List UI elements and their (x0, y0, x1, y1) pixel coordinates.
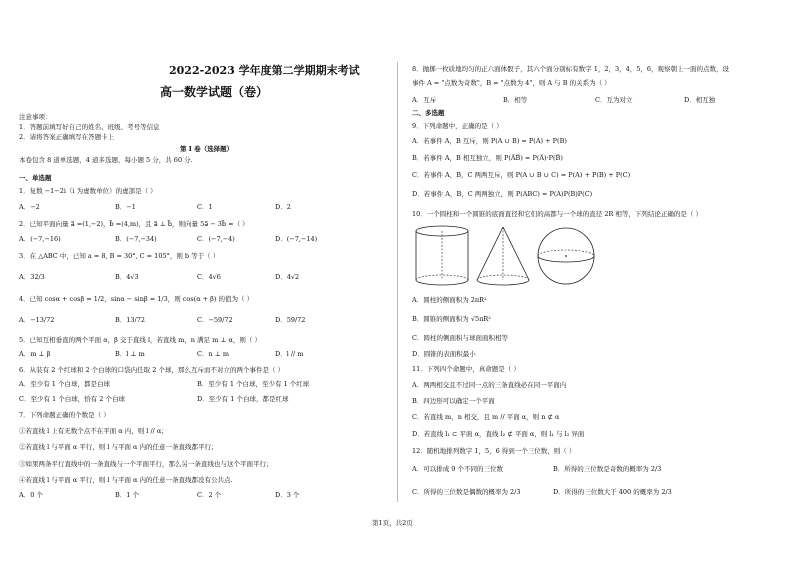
question-option: D．至少有 1 个白球，都是红球 (197, 395, 289, 403)
part1-heading: 第 I 卷（选择题） (180, 145, 234, 153)
question-option: A．互斥 (412, 96, 437, 104)
question-subitem: ②若直线 l 与平面 α 平行，则 l 与平面 α 内的任意一条直线都平行； (19, 443, 218, 451)
question-subitem: ③如果两条平行直线中的一条直线与一个平面平行，那么另一条直线也与这个平面平行； (19, 460, 273, 468)
column-divider (397, 62, 398, 502)
question-option: D．59/72 (275, 316, 306, 324)
question-option: B．(−7,−34) (115, 235, 157, 243)
question-option: A．至少有 1 个白球，都是白球 (19, 380, 110, 388)
question-option: D．4√2 (275, 273, 300, 281)
question-option: B．圆锥的侧面积为 √5πR² (412, 315, 491, 323)
question-option: A．(−7,−16) (19, 235, 61, 243)
question-stem: 1．复数 −1−2i（i 为虚数单位）的虚部是（ ） (19, 187, 157, 195)
question-option: D．3 个 (275, 491, 300, 499)
question-option: D．l // m (275, 350, 304, 358)
section-single-choice: 一、单选题 (19, 174, 52, 182)
question-stem: 9．下列命题中，正确的是（ ） (412, 122, 503, 130)
sphere-figure (535, 225, 597, 287)
question-option: A．两两相交且不过同一点的三条直线必在同一平面内 (412, 381, 567, 389)
exam-subtitle: 高一数学试题（卷） (160, 85, 269, 99)
question-stem: 12．随机地排列数字 1，5，6 得到一个三位数，则（ ） (412, 447, 576, 455)
question-stem: 7．下列命题正确的个数是（ ） (19, 411, 110, 419)
question-stem: 6．从装有 2 个红球和 2 个白球的口袋内任取 2 个球，那么互斥而不对立的两个事件是（ ） (19, 366, 285, 374)
question-stem: 11．下列四个命题中，真命题是（ ） (412, 365, 520, 373)
page-number: 第1页，共2页 (372, 519, 413, 527)
question-option: B．4√3 (115, 273, 139, 281)
question-option: D．所得的三位数大于 400 的概率为 2/3 (553, 488, 672, 496)
question-option: D．(−7,−14) (275, 235, 318, 243)
question-option: C．互为对立 (595, 96, 633, 104)
question-option: A．可以排成 9 个不同的三位数 (412, 465, 503, 473)
question-option: A．若事件 A，B 互斥，则 P(A ∪ B) = P(A) + P(B) (412, 137, 567, 145)
question-option: B．相等 (503, 96, 528, 104)
question-option: A．32/3 (19, 273, 45, 281)
question-stem: 5．已知互相垂直的两个平面 α，β 交于直线 l，若直线 m，n 满足 m ⊥ α，则（ ） (19, 336, 261, 344)
section-multi-choice: 二、多选题 (412, 109, 445, 117)
question-option: A．圆柱的侧面积为 2πR² (412, 296, 487, 304)
cone-figure (473, 225, 533, 287)
question-option: B．l ⊥ m (115, 350, 145, 358)
question-option: A．0 个 (19, 491, 43, 499)
question-option: D．圆锥的表面积最小 (412, 350, 476, 358)
notice-item: 1．答题前填写好自己的姓名、班级、考号等信息 (19, 123, 160, 131)
question-option: B．1 个 (115, 491, 139, 499)
question-option: B．所得的三位数是奇数的概率为 2/3 (553, 465, 662, 473)
question-stem: 3．在 △ABC 中，已知 a = 8, B = 30°, C = 105°，则 b 等于（ ） (19, 252, 220, 260)
question-option: D．2 (275, 203, 291, 211)
question-option: C．1 (197, 203, 213, 211)
question-stem: 8．抛掷一枚质地均匀的正六面体骰子，其六个面分别标有数字 1，2，3，4，5，6，观察朝上一面的点数，设 (412, 65, 730, 73)
question-stem: 10．一个圆柱和一个圆锥的底面直径和它们的高都与一个球的直径 2R 相等，下列结论正确的是（ ） (412, 210, 702, 218)
cylinder-figure (412, 225, 472, 287)
question-option: B．若事件 A，B 相互独立，则 P(A̅B̅) = P(A̅)·P(B̅) (412, 154, 563, 162)
question-option: C．4√6 (197, 273, 221, 281)
question-stem: 2．已知平面向量 a⃗ =(1,−2)，b⃗ =(4,m)，且 a⃗ ⊥ b⃗，则向量 5a⃗ − 3b⃗ =（ ） (19, 220, 249, 228)
question-option: C．(−7,−4) (197, 235, 235, 243)
question-option: C．至少有 1 个白球，恰有 2 个白球 (19, 395, 126, 403)
question-option: D．若事件 A，B，C 两两独立，则 P(ABC) = P(A)P(B)P(C) (412, 190, 593, 198)
question-option: C．若事件 A，B，C 两两互斥，则 P(A ∪ B ∪ C) = P(A) + P(B) + P(C) (412, 171, 631, 179)
question-option: B．至少有 1 个白球，至少有 1 个红球 (197, 380, 310, 388)
question-option: C．−59/72 (197, 316, 233, 324)
question-subitem: ④若直线 l 与平面 α 平行，则 l 与平面 α 内的任意一条直线都没有公共点. (19, 476, 233, 484)
question-option: A．−13/72 (19, 316, 55, 324)
part1-intro: 本卷包含 8 道单选题，4 道多选题，每小题 5 分，共 60 分. (19, 156, 193, 164)
question-stem: 事件 A = "点数为奇数"，B = "点数为 4"，则 A 与 B 的关系为（ ） (412, 79, 611, 87)
question-subitem: ①若直线 l 上有无数个点不在平面 α 内，则 l // α； (19, 427, 168, 435)
question-option: C．所得的三位数是偶数的概率为 2/3 (412, 488, 521, 496)
notice-item: 2．请将答案正确填写在答题卡上 (19, 133, 115, 141)
exam-title: 2022-2023 学年度第二学期期末考试 (169, 64, 360, 77)
question-option: C．2 个 (197, 491, 222, 499)
question-option: B．13/72 (115, 316, 146, 324)
question-option: C．n ⊥ m (197, 350, 230, 358)
question-option: D．相互独 (684, 96, 716, 104)
question-option: B．四边形可以确定一个平面 (412, 397, 495, 405)
question-option: D．若直线 l₁ ⊂ 平面 α，直线 l₂ ⊄ 平面 α，则 l₁ 与 l₂ 异面 (412, 430, 585, 438)
question-option: B．−1 (115, 203, 136, 211)
question-option: A．m ⊥ β (19, 350, 51, 358)
question-option: A．−2 (19, 203, 40, 211)
question-option: C．若直线 m，n 相交，且 m // 平面 α，则 n ⊄ α (412, 413, 560, 421)
question-stem: 4．已知 cosα + cosβ = 1/2，sinα − sinβ = 1/3，则 cos(α + β) 的值为（ ） (19, 295, 254, 303)
question-option: C．圆柱的侧面积与球面面积相等 (412, 334, 508, 342)
notice-heading: 注意事项： (19, 113, 52, 121)
